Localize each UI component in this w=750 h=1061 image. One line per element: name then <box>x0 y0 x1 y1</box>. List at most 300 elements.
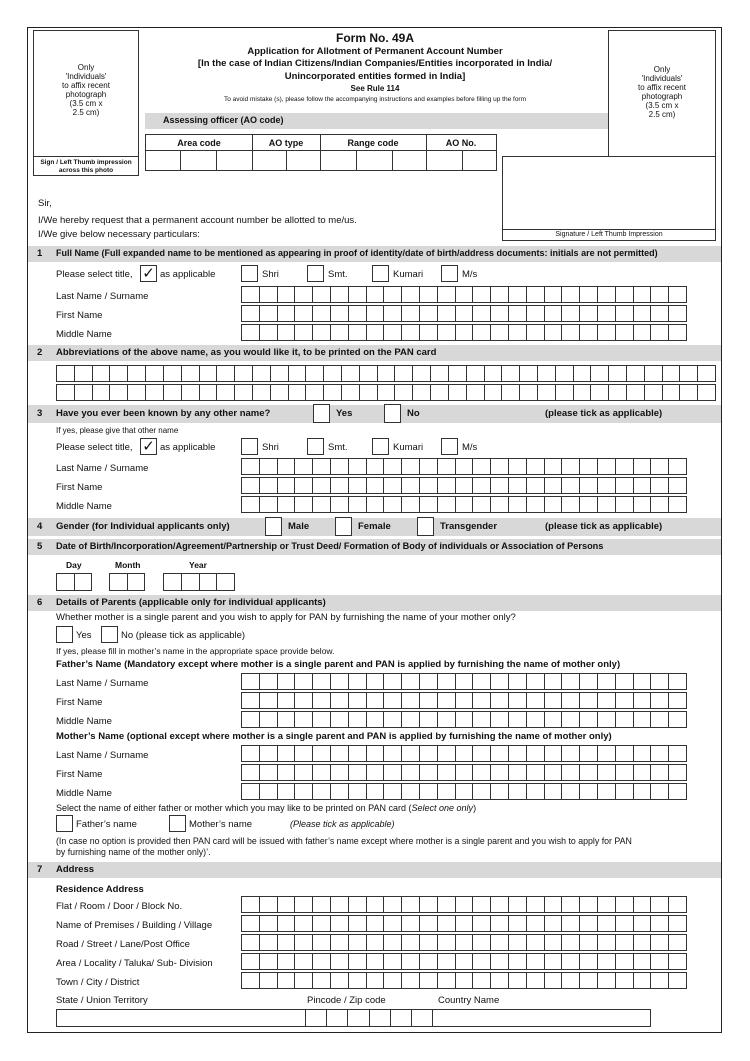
char-box[interactable] <box>580 674 598 689</box>
char-box[interactable] <box>438 897 456 912</box>
char-box[interactable] <box>378 366 396 381</box>
char-box[interactable] <box>313 693 331 708</box>
char-box[interactable] <box>420 712 438 727</box>
char-box[interactable] <box>384 497 402 512</box>
char-box[interactable] <box>456 916 474 931</box>
char-box[interactable] <box>331 897 349 912</box>
char-box[interactable] <box>367 765 385 780</box>
char-box[interactable] <box>349 935 367 950</box>
char-box[interactable] <box>616 287 634 302</box>
char-box[interactable] <box>598 897 616 912</box>
char-box[interactable] <box>627 385 645 400</box>
char-box[interactable] <box>651 287 669 302</box>
char-box[interactable] <box>509 973 527 988</box>
char-box[interactable] <box>349 765 367 780</box>
char-box[interactable] <box>509 935 527 950</box>
char-box[interactable] <box>651 935 669 950</box>
char-box[interactable] <box>491 765 509 780</box>
char-box[interactable] <box>509 784 527 799</box>
char-box[interactable] <box>527 674 545 689</box>
char-box[interactable] <box>456 459 474 474</box>
char-box[interactable] <box>75 366 93 381</box>
char-box[interactable] <box>491 916 509 931</box>
char-box[interactable] <box>509 897 527 912</box>
char-box[interactable] <box>402 712 420 727</box>
char-box[interactable] <box>456 693 474 708</box>
char-box[interactable] <box>456 935 474 950</box>
char-box[interactable] <box>331 712 349 727</box>
char-box[interactable] <box>456 712 474 727</box>
char-box[interactable] <box>57 385 75 400</box>
char-box[interactable] <box>384 693 402 708</box>
title-ms-checkbox[interactable] <box>441 265 458 282</box>
char-box[interactable] <box>491 784 509 799</box>
char-box[interactable] <box>562 765 580 780</box>
char-box[interactable] <box>182 385 200 400</box>
char-box[interactable] <box>402 674 420 689</box>
char-box[interactable] <box>634 916 652 931</box>
title-check-box[interactable] <box>140 265 157 282</box>
char-box[interactable] <box>242 674 260 689</box>
char-box[interactable] <box>367 935 385 950</box>
char-box[interactable] <box>598 497 616 512</box>
char-box[interactable] <box>242 935 260 950</box>
char-box[interactable] <box>402 306 420 321</box>
char-box[interactable] <box>260 693 278 708</box>
char-box[interactable] <box>473 325 491 340</box>
char-box[interactable] <box>634 935 652 950</box>
char-box[interactable] <box>669 693 687 708</box>
pincode-grid[interactable] <box>305 1009 433 1027</box>
char-box[interactable] <box>217 366 235 381</box>
char-box[interactable] <box>609 385 627 400</box>
char-box[interactable] <box>402 954 420 969</box>
char-box[interactable] <box>473 478 491 493</box>
char-box[interactable] <box>651 916 669 931</box>
char-box[interactable] <box>235 385 253 400</box>
char-box[interactable] <box>242 497 260 512</box>
mother-last-name-grid[interactable] <box>241 745 687 762</box>
char-box[interactable] <box>271 385 289 400</box>
char-box[interactable] <box>580 497 598 512</box>
char-box[interactable] <box>217 385 235 400</box>
char-box[interactable] <box>634 478 652 493</box>
char-box[interactable] <box>509 325 527 340</box>
char-box[interactable] <box>456 497 474 512</box>
char-box[interactable] <box>438 784 456 799</box>
char-box[interactable] <box>574 385 592 400</box>
char-box[interactable] <box>509 306 527 321</box>
char-box[interactable] <box>491 497 509 512</box>
char-box[interactable] <box>438 746 456 761</box>
char-box[interactable] <box>598 459 616 474</box>
photo-box-left[interactable] <box>33 30 139 176</box>
char-box[interactable] <box>384 954 402 969</box>
char-box[interactable] <box>456 287 474 302</box>
char-box[interactable] <box>669 935 687 950</box>
char-box[interactable] <box>395 366 413 381</box>
char-box[interactable] <box>527 746 545 761</box>
char-box[interactable] <box>367 973 385 988</box>
abbreviation-grid-row-2[interactable] <box>56 384 716 401</box>
char-box[interactable] <box>278 287 296 302</box>
char-box[interactable] <box>456 746 474 761</box>
char-box[interactable] <box>438 306 456 321</box>
char-box[interactable] <box>456 954 474 969</box>
char-box[interactable] <box>278 674 296 689</box>
char-box[interactable] <box>598 765 616 780</box>
char-box[interactable] <box>473 954 491 969</box>
single-parent-no-checkbox[interactable] <box>101 626 118 643</box>
char-box[interactable] <box>278 973 296 988</box>
char-box[interactable] <box>456 306 474 321</box>
char-box[interactable] <box>384 712 402 727</box>
char-box[interactable] <box>331 973 349 988</box>
char-box[interactable] <box>217 574 235 590</box>
char-box[interactable] <box>348 1010 369 1026</box>
char-box[interactable] <box>651 954 669 969</box>
char-box[interactable] <box>402 916 420 931</box>
char-box[interactable] <box>491 693 509 708</box>
char-box[interactable] <box>580 897 598 912</box>
char-box[interactable] <box>698 366 716 381</box>
char-box[interactable] <box>598 973 616 988</box>
char-box[interactable] <box>278 459 296 474</box>
char-box[interactable] <box>146 385 164 400</box>
char-box[interactable] <box>580 746 598 761</box>
char-box[interactable] <box>242 746 260 761</box>
char-box[interactable] <box>349 497 367 512</box>
char-box[interactable] <box>420 916 438 931</box>
char-box[interactable] <box>616 325 634 340</box>
gender-female-checkbox[interactable] <box>335 517 352 536</box>
char-box[interactable] <box>616 954 634 969</box>
char-box[interactable] <box>473 746 491 761</box>
char-box[interactable] <box>242 478 260 493</box>
char-box[interactable] <box>651 897 669 912</box>
char-box[interactable] <box>242 287 260 302</box>
char-box[interactable] <box>331 784 349 799</box>
char-box[interactable] <box>331 325 349 340</box>
char-box[interactable] <box>473 765 491 780</box>
char-box[interactable] <box>253 385 271 400</box>
char-box[interactable] <box>527 287 545 302</box>
dob-day-grid[interactable] <box>56 573 92 591</box>
char-box[interactable] <box>616 478 634 493</box>
char-box[interactable] <box>669 746 687 761</box>
char-box[interactable] <box>402 459 420 474</box>
char-box[interactable] <box>669 954 687 969</box>
char-box[interactable] <box>200 385 218 400</box>
char-box[interactable] <box>128 385 146 400</box>
char-box[interactable] <box>367 746 385 761</box>
char-box[interactable] <box>473 935 491 950</box>
char-box[interactable] <box>278 954 296 969</box>
char-box[interactable] <box>182 366 200 381</box>
state-input[interactable] <box>56 1009 306 1027</box>
char-box[interactable] <box>242 712 260 727</box>
char-box[interactable] <box>384 765 402 780</box>
char-box[interactable] <box>545 674 563 689</box>
char-box[interactable] <box>57 574 75 590</box>
char-box[interactable] <box>110 385 128 400</box>
char-box[interactable] <box>384 897 402 912</box>
char-box[interactable] <box>260 306 278 321</box>
char-box[interactable] <box>616 712 634 727</box>
char-box[interactable] <box>591 385 609 400</box>
char-box[interactable] <box>313 973 331 988</box>
char-box[interactable] <box>278 478 296 493</box>
middle-name-grid[interactable] <box>241 324 687 341</box>
char-box[interactable] <box>260 287 278 302</box>
char-box[interactable] <box>349 306 367 321</box>
char-box[interactable] <box>402 478 420 493</box>
char-box[interactable] <box>616 935 634 950</box>
char-box[interactable] <box>456 765 474 780</box>
char-box[interactable] <box>651 765 669 780</box>
char-box[interactable] <box>467 366 485 381</box>
char-box[interactable] <box>278 712 296 727</box>
char-box[interactable] <box>645 366 663 381</box>
char-box[interactable] <box>669 306 687 321</box>
char-box[interactable] <box>669 287 687 302</box>
char-box[interactable] <box>438 765 456 780</box>
char-box[interactable] <box>545 784 563 799</box>
char-box[interactable] <box>349 712 367 727</box>
char-box[interactable] <box>438 497 456 512</box>
char-box[interactable] <box>278 693 296 708</box>
char-box[interactable] <box>260 935 278 950</box>
char-box[interactable] <box>651 459 669 474</box>
char-box[interactable] <box>313 765 331 780</box>
char-box[interactable] <box>295 954 313 969</box>
char-box[interactable] <box>598 746 616 761</box>
char-box[interactable] <box>331 306 349 321</box>
char-box[interactable] <box>556 385 574 400</box>
char-box[interactable] <box>669 478 687 493</box>
char-box[interactable] <box>295 746 313 761</box>
char-box[interactable] <box>538 385 556 400</box>
char-box[interactable] <box>402 325 420 340</box>
char-box[interactable] <box>331 746 349 761</box>
char-box[interactable] <box>538 366 556 381</box>
char-box[interactable] <box>420 325 438 340</box>
father-middle-name-grid[interactable] <box>241 711 687 728</box>
char-box[interactable] <box>349 674 367 689</box>
char-box[interactable] <box>634 897 652 912</box>
char-box[interactable] <box>545 916 563 931</box>
char-box[interactable] <box>562 306 580 321</box>
title-smt-checkbox[interactable] <box>307 265 324 282</box>
char-box[interactable] <box>616 973 634 988</box>
char-box[interactable] <box>295 478 313 493</box>
char-box[interactable] <box>456 784 474 799</box>
char-box[interactable] <box>634 954 652 969</box>
char-box[interactable] <box>313 459 331 474</box>
char-box[interactable] <box>598 325 616 340</box>
char-box[interactable] <box>306 366 324 381</box>
char-box[interactable] <box>509 693 527 708</box>
char-box[interactable] <box>260 674 278 689</box>
char-box[interactable] <box>616 497 634 512</box>
char-box[interactable] <box>491 973 509 988</box>
char-box[interactable] <box>545 935 563 950</box>
char-box[interactable] <box>349 693 367 708</box>
char-box[interactable] <box>562 478 580 493</box>
char-box[interactable] <box>313 306 331 321</box>
char-box[interactable] <box>295 693 313 708</box>
char-box[interactable] <box>313 784 331 799</box>
char-box[interactable] <box>242 973 260 988</box>
char-box[interactable] <box>580 459 598 474</box>
print-father-name-checkbox[interactable] <box>56 815 73 832</box>
char-box[interactable] <box>420 478 438 493</box>
char-box[interactable] <box>562 712 580 727</box>
char-box[interactable] <box>349 287 367 302</box>
char-box[interactable] <box>331 693 349 708</box>
char-box[interactable] <box>295 712 313 727</box>
char-box[interactable] <box>342 385 360 400</box>
char-box[interactable] <box>327 1010 348 1026</box>
char-box[interactable] <box>473 712 491 727</box>
char-box[interactable] <box>545 973 563 988</box>
char-box[interactable] <box>260 325 278 340</box>
char-box[interactable] <box>402 784 420 799</box>
char-box[interactable] <box>260 973 278 988</box>
char-box[interactable] <box>580 954 598 969</box>
char-box[interactable] <box>164 385 182 400</box>
char-box[interactable] <box>509 478 527 493</box>
other-name-no-checkbox[interactable] <box>384 404 401 423</box>
char-box[interactable] <box>384 478 402 493</box>
char-box[interactable] <box>651 497 669 512</box>
char-box[interactable] <box>651 674 669 689</box>
char-box[interactable] <box>384 287 402 302</box>
char-box[interactable] <box>295 674 313 689</box>
char-box[interactable] <box>349 784 367 799</box>
abbreviation-grid-row-1[interactable] <box>56 365 716 382</box>
char-box[interactable] <box>669 916 687 931</box>
premises-grid[interactable] <box>241 915 687 932</box>
char-box[interactable] <box>616 916 634 931</box>
other-middle-name-grid[interactable] <box>241 496 687 513</box>
char-box[interactable] <box>349 478 367 493</box>
char-box[interactable] <box>128 366 146 381</box>
char-box[interactable] <box>562 916 580 931</box>
other-title-check-box[interactable] <box>140 438 157 455</box>
char-box[interactable] <box>509 746 527 761</box>
char-box[interactable] <box>527 954 545 969</box>
char-box[interactable] <box>580 306 598 321</box>
char-box[interactable] <box>295 765 313 780</box>
char-box[interactable] <box>349 897 367 912</box>
char-box[interactable] <box>367 497 385 512</box>
char-box[interactable] <box>402 973 420 988</box>
char-box[interactable] <box>420 287 438 302</box>
char-box[interactable] <box>420 973 438 988</box>
char-box[interactable] <box>527 765 545 780</box>
char-box[interactable] <box>420 746 438 761</box>
char-box[interactable] <box>438 935 456 950</box>
char-box[interactable] <box>580 973 598 988</box>
char-box[interactable] <box>598 784 616 799</box>
char-box[interactable] <box>527 935 545 950</box>
char-box[interactable] <box>367 693 385 708</box>
char-box[interactable] <box>616 765 634 780</box>
town-city-grid[interactable] <box>241 972 687 989</box>
char-box[interactable] <box>260 897 278 912</box>
char-box[interactable] <box>545 897 563 912</box>
char-box[interactable] <box>278 765 296 780</box>
char-box[interactable] <box>331 287 349 302</box>
char-box[interactable] <box>384 784 402 799</box>
char-box[interactable] <box>562 935 580 950</box>
char-box[interactable] <box>663 385 681 400</box>
char-box[interactable] <box>491 478 509 493</box>
char-box[interactable] <box>545 459 563 474</box>
char-box[interactable] <box>242 954 260 969</box>
char-box[interactable] <box>260 746 278 761</box>
char-box[interactable] <box>75 574 93 590</box>
char-box[interactable] <box>634 674 652 689</box>
char-box[interactable] <box>651 478 669 493</box>
dob-year-grid[interactable] <box>163 573 235 591</box>
char-box[interactable] <box>331 478 349 493</box>
char-box[interactable] <box>616 693 634 708</box>
char-box[interactable] <box>420 954 438 969</box>
char-box[interactable] <box>260 784 278 799</box>
char-box[interactable] <box>378 385 396 400</box>
char-box[interactable] <box>527 693 545 708</box>
char-box[interactable] <box>562 459 580 474</box>
char-box[interactable] <box>580 765 598 780</box>
char-box[interactable] <box>527 497 545 512</box>
char-box[interactable] <box>616 784 634 799</box>
char-box[interactable] <box>634 765 652 780</box>
char-box[interactable] <box>473 916 491 931</box>
char-box[interactable] <box>260 478 278 493</box>
char-box[interactable] <box>509 459 527 474</box>
char-box[interactable] <box>545 497 563 512</box>
char-box[interactable] <box>331 916 349 931</box>
char-box[interactable] <box>645 385 663 400</box>
char-box[interactable] <box>680 385 698 400</box>
char-box[interactable] <box>527 784 545 799</box>
char-box[interactable] <box>438 459 456 474</box>
char-box[interactable] <box>324 385 342 400</box>
char-box[interactable] <box>580 693 598 708</box>
char-box[interactable] <box>295 325 313 340</box>
char-box[interactable] <box>438 916 456 931</box>
char-box[interactable] <box>562 897 580 912</box>
char-box[interactable] <box>438 973 456 988</box>
char-box[interactable] <box>295 897 313 912</box>
char-box[interactable] <box>242 459 260 474</box>
char-box[interactable] <box>295 497 313 512</box>
char-box[interactable] <box>680 366 698 381</box>
char-box[interactable] <box>562 954 580 969</box>
char-box[interactable] <box>313 712 331 727</box>
char-box[interactable] <box>473 674 491 689</box>
char-box[interactable] <box>402 693 420 708</box>
char-box[interactable] <box>545 306 563 321</box>
mother-first-name-grid[interactable] <box>241 764 687 781</box>
char-box[interactable] <box>110 366 128 381</box>
char-box[interactable] <box>634 784 652 799</box>
char-box[interactable] <box>242 693 260 708</box>
char-box[interactable] <box>491 935 509 950</box>
flat-no-grid[interactable] <box>241 896 687 913</box>
